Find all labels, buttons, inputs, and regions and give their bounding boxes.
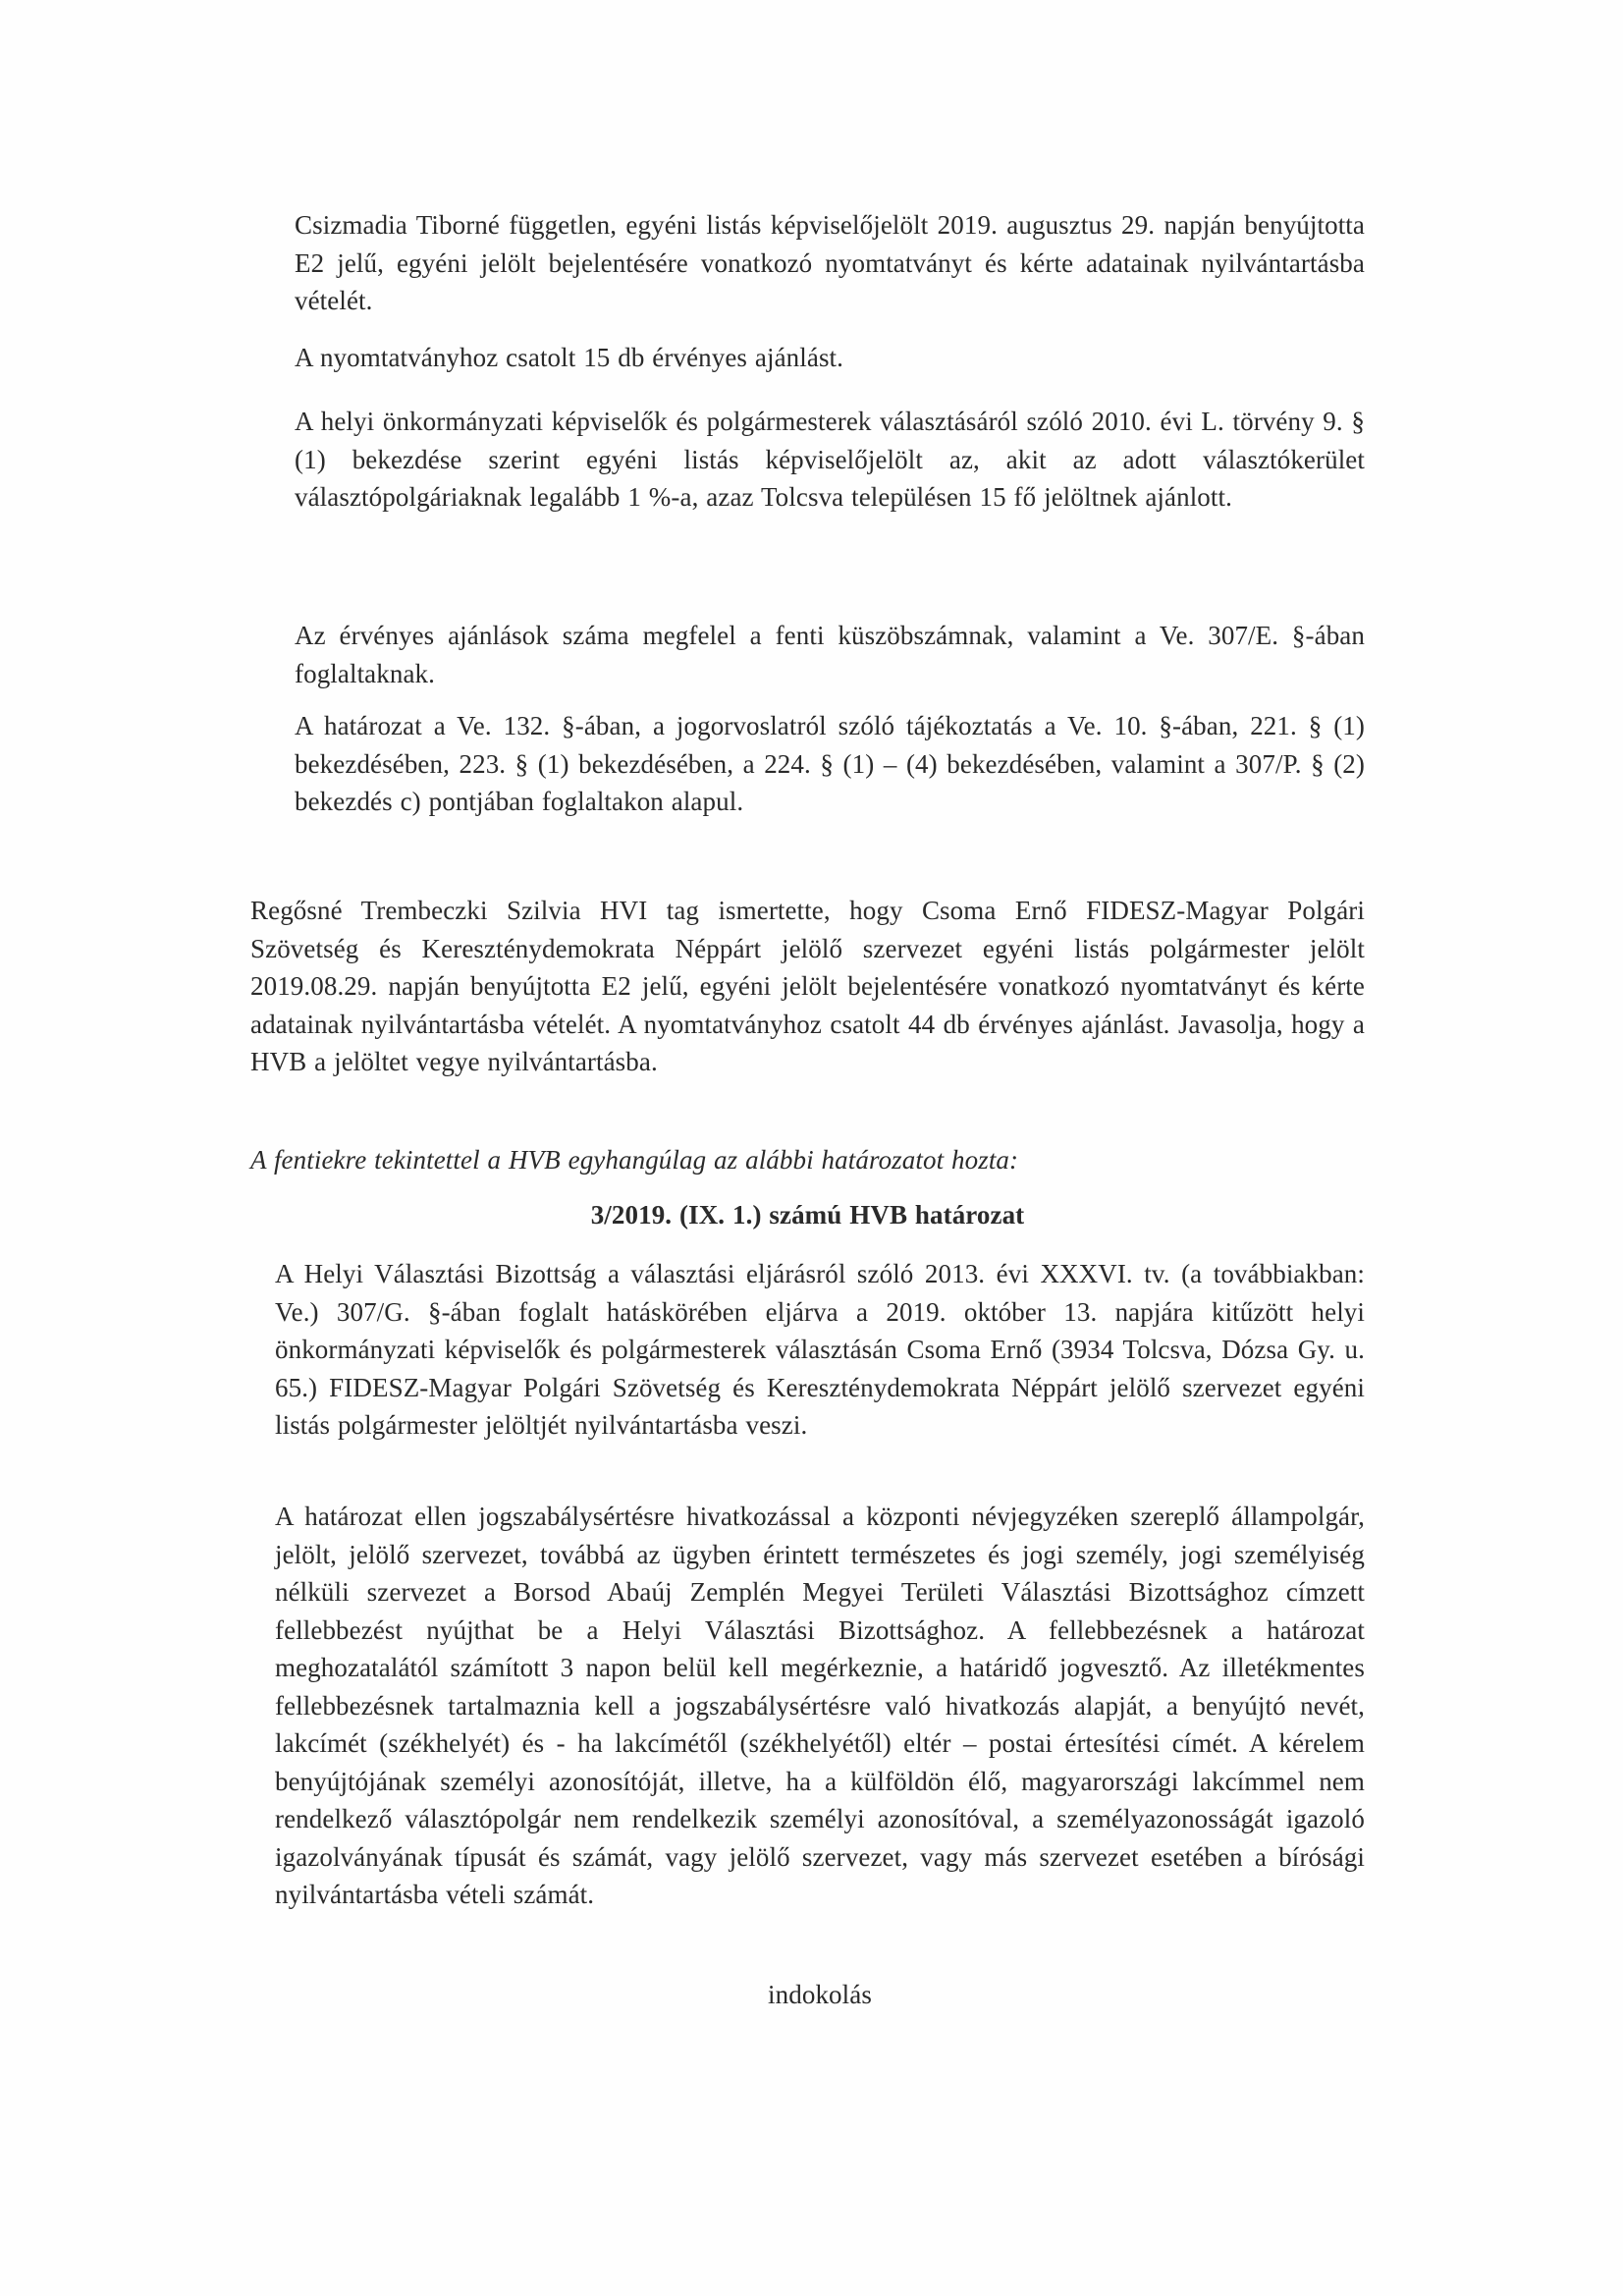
resolution-body: A Helyi Választási Bizottság a választási eljárásról szóló 2013. évi XXXVI. tv. (a továbbiakban: Ve.) 307/G. §-ában foglalt hatáskörében eljárva a 2019. október 13. napjára kitűzött helyi önkormányzati képviselők és polgármesterek választásán Csoma Ernő (3934 Tolcsva, Dózsa Gy. u. 65.) FIDESZ-Magyar Polgári Szövetség és Kereszténydemokrata Néppárt jelölő szervezet egyéni listás polgármester jelöltjét nyilvántartásba veszi. (275, 1259, 1365, 1440)
recommendations-count-paragraph: A nyomtatványhoz csatolt 15 db érvényes ajánlást. (295, 343, 844, 372)
decision-intro-line: A fentiekre tekintettel a HVB egyhangúlag az alábbi határozatot hozta: (250, 1145, 1019, 1175)
reasoning-heading: indokolás (768, 1980, 872, 2009)
candidate-registration-paragraph: Csizmadia Tiborné független, egyéni listás képviselőjelölt 2019. augusztus 29. napján benyújtotta E2 jelű, egyéni jelölt bejelentésére vonatkozó nyomtatványt és kérte adatainak nyilvántartásba vételét. (295, 210, 1365, 315)
threshold-paragraph: Az érvényes ajánlások száma megfelel a fenti küszöbszámnak, valamint a Ve. 307/E. §-ában foglaltaknak. (295, 621, 1365, 688)
hvi-intro-paragraph: Regősné Trembeczki Szilvia HVI tag ismertette, hogy Csoma Ernő FIDESZ-Magyar Polgári Szövetség és Kereszténydemokrata Néppárt jelölő szervezet egyéni listás polgármester jelölt 2019.08.29. napján benyújtotta E2 jelű, egyéni jelölt bejelentésére vonatkozó nyomtatványt és kérte adatainak nyilvántartásba vételét. A nyomtatványhoz csatolt 44 db érvényes ajánlást. Javasolja, hogy a HVB a jelöltet vegye nyilvántartásba. (250, 896, 1365, 1076)
legal-basis-paragraph: A helyi önkormányzati képviselők és polgármesterek választásáról szóló 2010. évi L. törvény 9. § (1) bekezdése szerint egyéni listás képviselőjelölt az, akit az adott választókerület választópolgáriaknak legalább 1 %-a, azaz Tolcsva településen 15 fő jelöltnek ajánlott. (295, 407, 1365, 512)
resolution-title: 3/2019. (IX. 1.) számú HVB határozat (590, 1200, 1025, 1230)
legal-references-paragraph: A határozat a Ve. 132. §-ában, a jogorvoslatról szóló tájékoztatás a Ve. 10. §-ában, 221. § (1) bekezdésében, 223. § (1) bekezdésében, a 224. § (1) – (4) bekezdésében, valamint a 307/P. § (2) bekezdés c) pontjában foglaltakon alapul. (295, 711, 1365, 816)
appeal-paragraph: A határozat ellen jogszabálysértésre hivatkozással a központi névjegyzéken szereplő állampolgár, jelölt, jelölő szervezet, továbbá az ügyben érintett természetes és jogi személy, jogi személyiség nélküli szervezet a Borsod Abaúj Zemplén Megyei Területi Választási Bizottsághoz címzett fellebbezést nyújthat be a Helyi Választási Bizottsághoz. A fellebbezésnek a határozat meghozatalától számított 3 napon belül kell megérkeznie, a határidő jogvesztő. Az illetékmentes fellebbezésnek tartalmaznia kell a jogszabálysértésre való hivatkozás alapját, a benyújtó nevét, lakcímét (székhelyét) és - ha lakcímétől (székhelyétől) eltér – postai értesítési címét. A kérelem benyújtójának személyi azonosítóját, illetve, ha a külföldön élő, magyarországi lakcímmel nem rendelkező választópolgár nem rendelkezik személyi azonosítóval, a személyazonosságát igazoló igazolványának típusát és számát, vagy jelölő szervezet, vagy más szervezet esetében a bírósági nyilvántartásba vételi számát. (275, 1502, 1365, 1909)
